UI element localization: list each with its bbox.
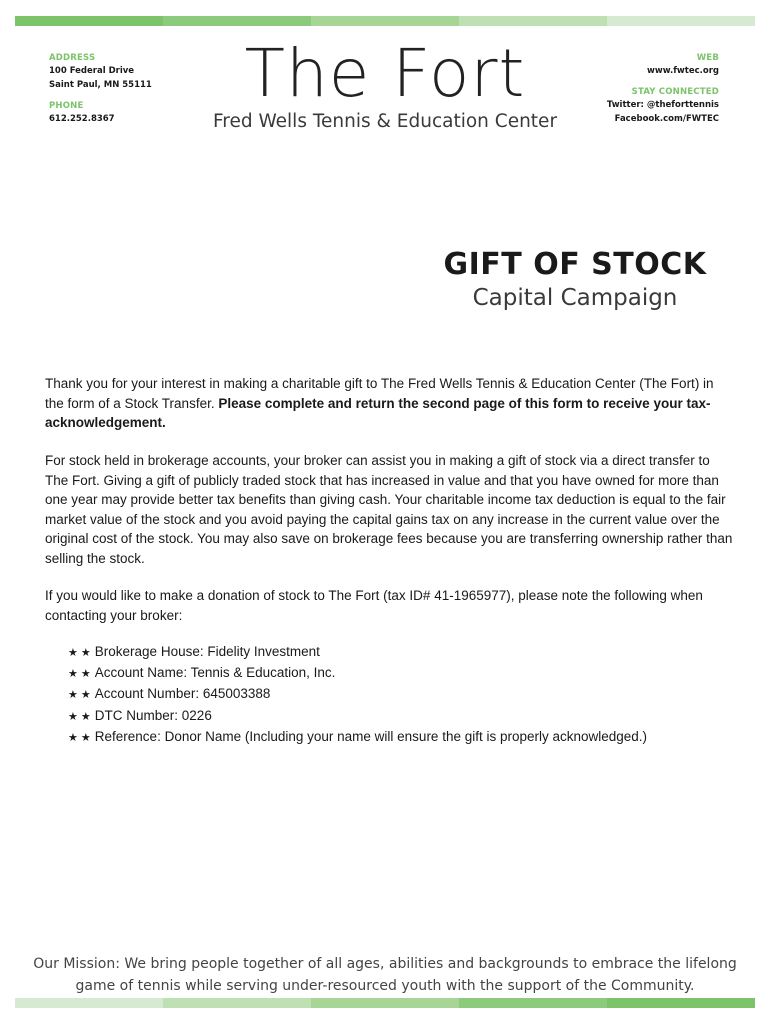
contact-web-block [529,52,719,126]
brokerage-paragraph: For stock held in brokerage accounts, your broker can assist you in making a gift of stock via a direct transfer to The Fort. Giving a gift of publicly traded stock that has increased in value and that you have owned for more than one year may provide better tax benefits than giving cash. Your charitable income tax deduction is equal to the fair market value of the stock and you avoid paying the capital gains tax on any increase in the current value over the original cost of the stock. You may also save on brokerage fees because you are transferring ownership rather than selling the stock. [45,453,733,566]
brand-subtitle: Fred Wells Tennis & Education Center [212,111,558,132]
address-line1: 100 Federal Drive [49,66,135,76]
address-label: ADDRESS [49,53,96,63]
mission-statement [10,953,760,997]
intro-paragraph [45,374,735,433]
facebook-link[interactable]: Facebook.com/FWTEC [614,114,719,124]
phone-label: PHONE [49,101,84,111]
list-item [68,642,738,663]
dtc-number: DTC Number: 0226 [94,707,212,723]
mission-line2: game of tennis while serving under-resourced youth with the support of the Community. [75,978,695,994]
intro-text: Thank you for your interest in making a charitable gift to The Fred Wells Tennis & Education Center (The Fort) in the form of a Stock Transfer. [45,376,714,411]
brand-logo [195,36,575,134]
twitter-handle[interactable]: Twitter: @theforttennis [606,100,719,110]
star-icon: ★ ★ [68,731,91,744]
contact-address-block [49,52,209,126]
web-link[interactable]: www.fwtec.org [646,66,719,76]
phone-number: 612.252.8367 [49,114,115,124]
list-item [68,727,738,748]
brand-title: The Fort [244,35,526,112]
account-number: Account Number: 645003388 [94,686,271,702]
document-subtitle: Capital Campaign [472,285,678,311]
star-icon: ★ ★ [68,689,91,702]
address-line2: Saint Paul, MN 55111 [49,80,152,90]
web-label: WEB [696,53,719,63]
list-item [68,663,738,684]
mission-line1: Our Mission: We bring people together of all ages, abilities and backgrounds to embrace the lifelong [33,956,737,972]
bottom-color-bar [15,998,755,1008]
broker-info-list [68,642,738,748]
list-item [68,706,738,727]
account-name: Account Name: Tennis & Education, Inc. [94,665,336,681]
star-icon: ★ ★ [68,668,91,681]
intro-bold-instruction: Please complete and return the second page of this form to receive your tax-acknowledgement. [45,395,711,430]
donation-paragraph: If you would like to make a donation of stock to The Fort (tax ID# 41-1965977), please note the following when contacting your broker: [45,588,703,623]
reference: Reference: Donor Name (Including your name will ensure the gift is properly acknowledged.) [94,728,648,744]
star-icon: ★ ★ [68,710,91,723]
document-title: GIFT OF STOCK [443,247,707,282]
brokerage-house: Brokerage House: Fidelity Investment [94,644,320,659]
top-color-bar [15,16,755,26]
star-icon: ★ ★ [68,647,91,659]
list-item [68,684,738,705]
stay-connected-label: STAY CONNECTED [631,87,719,97]
